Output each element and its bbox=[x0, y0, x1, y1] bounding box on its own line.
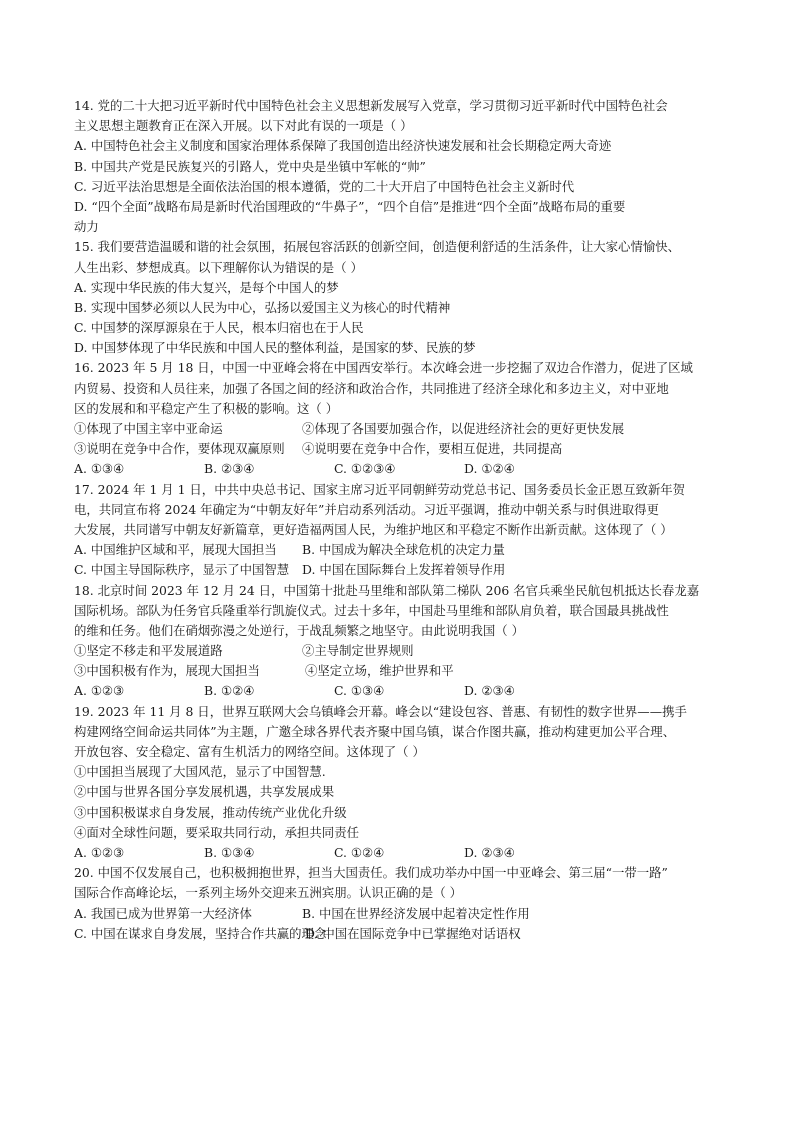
option-c: C. 中国在谋求自身发展，坚持合作共赢的理念 bbox=[74, 925, 327, 941]
question-19 bbox=[74, 702, 734, 864]
option-a: A. 我国已成为世界第一大经济体 bbox=[74, 905, 252, 921]
option-a: A. 实现中华民族的伟大复兴，是每个中国人的梦 bbox=[74, 279, 339, 295]
choice-d: D. ②③④ bbox=[464, 844, 515, 860]
question-stem: 19. 2023 年 11 月 8 日，世界互联网大会乌镇峰会开幕。峰会以“建设包容、普惠、有韧性的数字世界——携手 bbox=[74, 703, 687, 719]
question-stem: 14. 党的二十大把习近平新时代中国特色社会主义思想新发展写入党章，学习贯彻习近平新时代中国特色社会 bbox=[74, 98, 668, 113]
question-stem: 国际合作高峰论坛，一系列主场外交迎来五洲宾朋。认识正确的是（ ） bbox=[74, 885, 463, 901]
option-c: C. 中国主导国际秩序，显示了中国智慧 bbox=[74, 562, 290, 578]
statement-4: ④说明要在竞争中合作，要相互促进，共同提高 bbox=[302, 441, 563, 457]
option-a: A. 中国维护区域和平，展现大国担当 bbox=[74, 542, 277, 558]
statement-3: ③说明在竞争中合作，要体现双赢原则 bbox=[74, 441, 285, 457]
exam-page bbox=[74, 96, 734, 944]
statement-3: ③中国积极有作为，展现大国担当 bbox=[74, 663, 260, 679]
question-stem: 18. 北京时间 2023 年 12 月 24 日，中国第十批赴马里维和部队第二梯队 206 名官兵乘坐民航包机抵达长春龙嘉 bbox=[74, 582, 700, 598]
question-stem: 的维和任务。他们在硝烟弥漫之处逆行，于战乱频繁之地坚守。由此说明我国（ ） bbox=[74, 622, 525, 638]
option-c: C. 中国梦的深厚源泉在于人民，根本归宿也在于人民 bbox=[74, 320, 364, 336]
statement-row bbox=[74, 419, 734, 439]
option-b: B. 实现中国梦必须以人民为中心，弘扬以爱国主义为核心的时代精神 bbox=[74, 299, 451, 315]
question-18 bbox=[74, 581, 734, 702]
option-d-continued: 动力 bbox=[74, 219, 99, 235]
question-stem: 17. 2024 年 1 月 1 日，中共中央总书记、国家主席习近平同朝鲜劳动党总书记、国务委员长金正恩互致新年贺 bbox=[74, 481, 686, 497]
statement-3: ③中国积极谋求自身发展，推动传统产业优化升级 bbox=[74, 804, 347, 820]
choice-c: C. ①③④ bbox=[334, 683, 385, 699]
question-stem: 区的发展和和平稳定产生了积极的影响。这（ ） bbox=[74, 400, 339, 416]
statement-4: ④坚定立场，维护世界和平 bbox=[305, 663, 454, 679]
choice-row bbox=[74, 681, 734, 701]
statement-1: ①坚定不移走和平发展道路 bbox=[74, 643, 223, 659]
statement-row bbox=[74, 641, 734, 661]
option-row bbox=[74, 540, 734, 560]
option-b: B. 中国在世界经济发展中起着决定性作用 bbox=[302, 905, 530, 921]
choice-b: B. ①②④ bbox=[204, 683, 255, 699]
statement-2: ②中国与世界各国分享发展机遇，共享发展成果 bbox=[74, 784, 335, 800]
choice-b: B. ①③④ bbox=[204, 844, 255, 860]
question-stem: 构建网络空间命运共同体”为主题，广邀全球各界代表齐聚中国乌镇，谋合作图共赢，推动构建更加公平合理、 bbox=[74, 723, 676, 739]
choice-a: A. ①③④ bbox=[74, 461, 125, 477]
statement-row bbox=[74, 439, 734, 459]
choice-a: A. ①②③ bbox=[74, 683, 125, 699]
option-a: A. 中国特色社会主义制度和国家治理体系保障了我国创造出经济快速发展和社会长期稳定两大奇迹 bbox=[74, 138, 612, 154]
option-b: B. 中国成为解决全球危机的决定力量 bbox=[302, 542, 505, 558]
option-d: D. 中国梦体现了中华民族和中国人民的整体利益，是国家的梦、民族的梦 bbox=[74, 340, 476, 356]
question-stem: 主义思想主题教育正在深入开展。以下对此有误的一项是（ ） bbox=[74, 118, 413, 134]
option-row bbox=[74, 560, 734, 580]
choice-c: C. ①②③④ bbox=[334, 461, 396, 477]
question-stem: 16. 2023 年 5 月 18 日，中国一中亚峰会将在中国西安举行。本次峰会进一步挖掘了双边合作潜力，促进了区域 bbox=[74, 360, 693, 376]
choice-b: B. ②③④ bbox=[204, 461, 255, 477]
question-stem: 20. 中国不仅发展自己，也积极拥抱世界，担当大国责任。我们成功举办中国一中亚峰会、第三届“一带一路” bbox=[74, 865, 668, 881]
choice-d: D. ②③④ bbox=[464, 683, 515, 699]
option-c: C. 习近平法治思想是全面依法治国的根本遵循，党的二十大开启了中国特色社会主义新时代 bbox=[74, 178, 575, 194]
question-16 bbox=[74, 358, 734, 479]
statement-2: ②体现了各国要加强合作，以促进经济社会的更好更快发展 bbox=[302, 421, 625, 436]
question-stem: 内贸易、投资和人员往来，加强了各国之间的经济和政治合作，共同推进了经济全球化和多边主义，对中亚地 bbox=[74, 380, 669, 396]
option-row bbox=[74, 924, 734, 944]
statement-4: ④面对全球性问题，要采取共同行动，承担共同责任 bbox=[74, 824, 359, 840]
option-row bbox=[74, 904, 734, 924]
question-stem: 人生出彩、梦想成真。以下理解你认为错误的是（ ） bbox=[74, 259, 363, 275]
question-14 bbox=[74, 96, 734, 237]
question-stem: 15. 我们要营造温暖和谐的社会氛围，拓展包容活跃的创新空间，创造便利舒适的生活条件，让大家心情愉快、 bbox=[74, 239, 681, 255]
question-15 bbox=[74, 237, 734, 358]
choice-row bbox=[74, 459, 734, 479]
choice-a: A. ①②③ bbox=[74, 844, 125, 860]
statement-row bbox=[74, 661, 734, 681]
option-b: B. 中国共产党是民族复兴的引路人，党中央是坐镇中军帐的“帅” bbox=[74, 158, 426, 174]
option-d: D. “四个全面”战略布局是新时代治国理政的“牛鼻子”，“四个自信”是推进“四个全面”战略布局的重要 bbox=[74, 198, 626, 214]
choice-c: C. ①②④ bbox=[334, 844, 385, 860]
statement-1: ①中国担当展现了大国风范，显示了中国智慧. bbox=[74, 764, 326, 780]
question-20 bbox=[74, 863, 734, 944]
question-stem: 开放包容、安全稳定、富有生机活力的网络空间。这体现了（ ） bbox=[74, 744, 425, 759]
question-stem: 电，共同宣布将 2024 年确定为“中朝友好年”并启动系列活动。习近平强调，推动中朝关系与时俱进取得更 bbox=[74, 501, 659, 517]
statement-1: ①体现了中国主宰中亚命运 bbox=[74, 421, 223, 436]
choice-row bbox=[74, 843, 734, 863]
question-stem: 大发展，共同谱写中朝友好新篇章，更好造福两国人民，为维护地区和平稳定不断作出新贡献。这体现了（ ） bbox=[74, 521, 673, 537]
option-d: D. 中国在国际舞台上发挥着领导作用 bbox=[302, 562, 506, 578]
choice-d: D. ①②④ bbox=[464, 461, 515, 477]
question-stem: 国际机场。部队为任务官兵隆重举行凯旋仪式。过去十多年，中国赴马里维和部队肩负着，联合国最具挑战性 bbox=[74, 602, 669, 618]
statement-2: ②主导制定世界规则 bbox=[302, 643, 414, 659]
option-d: D. 中国在国际竞争中已掌握绝对话语权 bbox=[305, 925, 521, 941]
question-17 bbox=[74, 480, 734, 581]
